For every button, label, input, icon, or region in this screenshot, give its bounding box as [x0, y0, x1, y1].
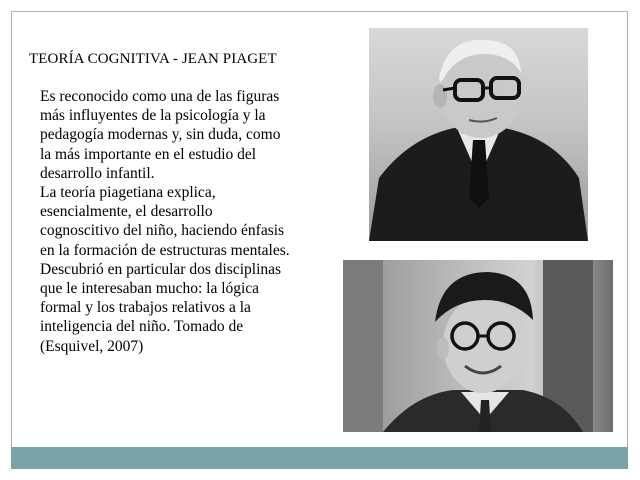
portrait-photo-bottom [343, 260, 613, 432]
slide-body [40, 87, 290, 356]
portrait-glasses-icon [369, 28, 588, 241]
paragraph-3: Descubrió en particular dos disciplinas que le interesaban mucho: la lógica formal y los trabajos relativos a la inteligencia del niño. Tomado de (Esquivel, 2007) [40, 260, 282, 355]
paragraph-1: Es reconocido como una de las figuras más influyentes de la psicología y la pedagogía modernas y, sin duda, como la más importante en el estudio del desarrollo infantil. [40, 88, 281, 182]
paragraph-2: La teoría piagetiana explica, esencialmente, el desarrollo cognoscitivo del niño, haciendo énfasis en la formación de estructuras mentales. [40, 184, 290, 259]
portrait-photo-top [369, 28, 588, 241]
frame-top-line [11, 11, 628, 12]
frame-left-line [11, 11, 12, 447]
bottom-accent-bar [11, 447, 628, 469]
frame-right-line [627, 11, 628, 447]
portrait-beret-icon [343, 260, 613, 432]
slide-title: TEORÍA COGNITIVA - JEAN PIAGET [29, 51, 277, 67]
